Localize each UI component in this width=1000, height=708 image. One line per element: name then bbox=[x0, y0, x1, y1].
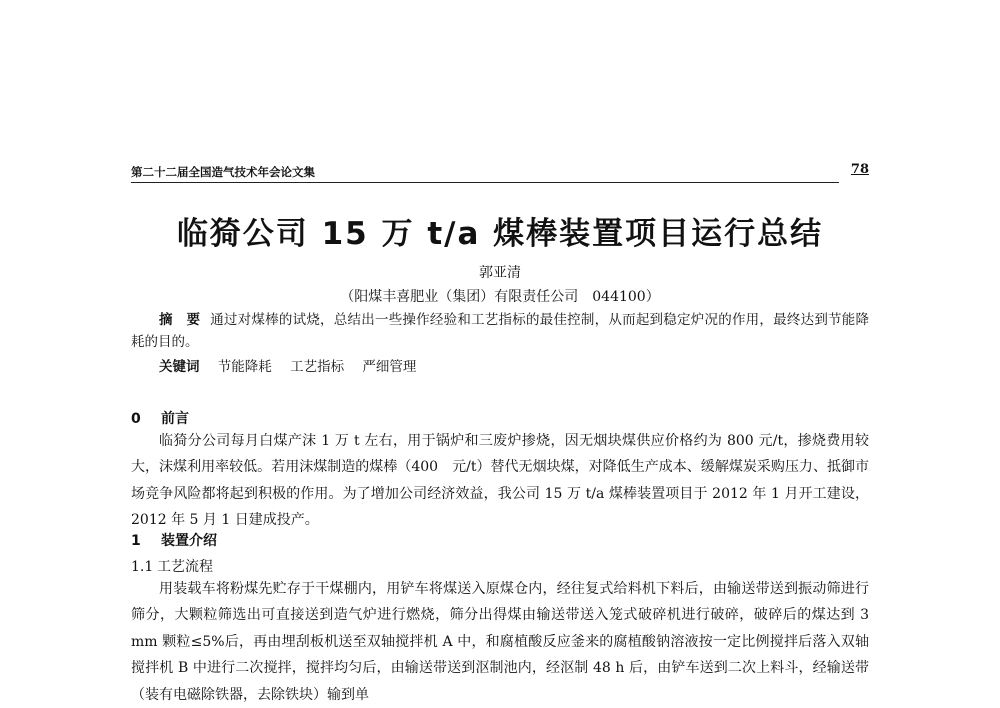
section-heading-1 bbox=[131, 530, 217, 550]
section-number: 0 bbox=[131, 411, 141, 427]
abstract-label: 摘 要 bbox=[159, 312, 201, 328]
running-header bbox=[131, 162, 869, 182]
keyword-item: 严细管理 bbox=[362, 359, 417, 375]
keywords bbox=[159, 355, 869, 375]
subsection-heading-1-1 bbox=[131, 556, 213, 576]
page-number: 78 bbox=[850, 162, 869, 177]
abstract-text: 通过对煤棒的试烧，总结出一些操作经验和工艺指标的最佳控制，从而起到稳定炉况的作用，最终达到节能降耗的目的。 bbox=[131, 312, 870, 350]
section-title: 前言 bbox=[161, 411, 189, 427]
keywords-label: 关键词 bbox=[159, 359, 200, 375]
subsection-number: 1.1 bbox=[131, 559, 154, 575]
keyword-item: 工艺指标 bbox=[290, 359, 345, 375]
paper-title: 临猗公司 15 万 t/a 煤棒装置项目运行总结 bbox=[176, 216, 824, 252]
section-heading-0 bbox=[131, 408, 189, 428]
section-number: 1 bbox=[131, 533, 141, 549]
abstract bbox=[131, 309, 869, 353]
author-affiliation: （阳煤丰喜肥业（集团）有限责任公司 044100） bbox=[340, 289, 660, 305]
section-title: 装置介绍 bbox=[161, 533, 217, 549]
section-1-1-paragraph: 用装载车将粉煤先贮存于干煤棚内，用铲车将煤送入原煤仓内，经往复式给料机下料后，由输送带送到振动筛进行筛分，大颗粒筛选出可直接送到造气炉进行燃烧，筛分出得煤由输送带送入笼式破碎机进行破碎，破碎后的煤达到 3 mm 颗粒≤5%后，再由埋刮板机送至双轴搅拌机 A 中，和腐植酸反应釜来的腐植酸钠溶液按一定比例搅拌后落入双轴搅拌机 B 中进行二次搅拌，搅拌均匀后，由输送带送到沤制池内，经沤制 48 h 后，由铲车送到二次上料斗，经输送带（装有电磁除铁器，去除铁块）输到单 bbox=[131, 581, 869, 703]
keyword-item: 节能降耗 bbox=[217, 359, 272, 375]
subsection-title: 工艺流程 bbox=[157, 559, 213, 575]
section-0-paragraph: 临猗分公司每月白煤产沫 1 万 t 左右，用于锅炉和三废炉掺烧，因无烟块煤供应价格约为 800 元/t，掺烧费用较大，沫煤利用率较低。若用沫煤制造的煤棒（400 元/t）替代无烟块煤，对降低生产成本、缓解煤炭采购压力、抵御市场竞争风险都将起到积极的作用。为了增加公司经济效益，我公司 15 万 t/a 煤棒装置项目于 2012 年 1 月开工建设，2012 年 5 月 1 日建成投产。 bbox=[131, 433, 869, 529]
header-rule bbox=[131, 182, 839, 183]
journal-name: 第二十二届全国造气技术年会论文集 bbox=[131, 165, 315, 179]
author-name: 郭亚清 bbox=[479, 265, 521, 281]
